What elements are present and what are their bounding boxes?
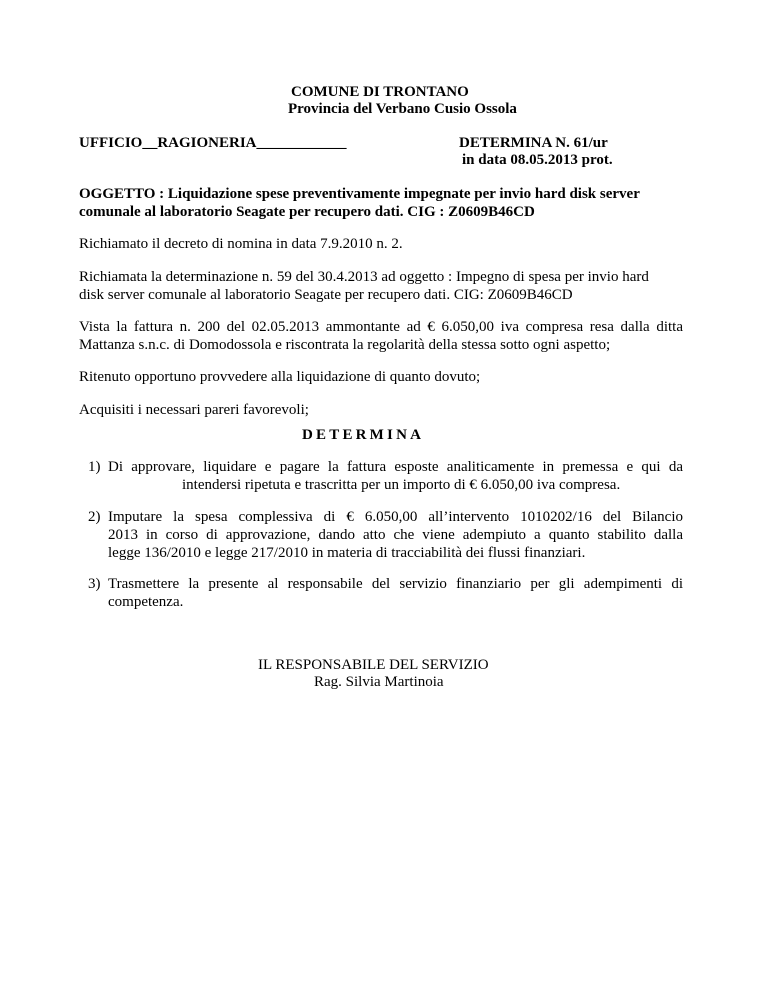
- vista-line: Mattanza s.n.c. di Domodossola e riscontrata la regolarità della stessa sotto ogni aspetto;: [79, 337, 611, 353]
- item-number: 3): [88, 576, 101, 592]
- item-number: 1): [88, 459, 101, 475]
- oggetto-line: OGGETTO : Liquidazione spese preventivamente impegnate per invio hard disk server: [79, 186, 640, 202]
- item-line: intendersi ripetuta e trascritta per un importo di € 6.050,00 iva compresa.: [182, 477, 621, 493]
- signature-title: IL RESPONSABILE DEL SERVIZIO: [258, 657, 489, 673]
- provincia-subtitle: Provincia del Verbano Cusio Ossola: [288, 101, 517, 117]
- item-line: 2013 in corso di approvazione, dando atto che viene adempiuto a quanto stabilito dalla: [108, 527, 683, 543]
- determina-item-2: [88, 508, 683, 562]
- vista-line: Vista la fattura n. 200 del 02.05.2013 ammontante ad € 6.050,00 iva compresa resa dalla ditta: [79, 319, 683, 335]
- richiamata-line: disk server comunale al laboratorio Seagate per recupero dati. CIG: Z0609B46CD: [79, 287, 573, 303]
- determina-heading: DETERMINA: [302, 427, 425, 443]
- ritenuto-paragraph: Ritenuto opportuno provvedere alla liquidazione di quanto dovuto;: [79, 369, 481, 385]
- determina-number: DETERMINA N. 61/ur: [459, 135, 608, 151]
- richiamato-paragraph: Richiamato il decreto di nomina in data 7.9.2010 n. 2.: [79, 236, 403, 252]
- comune-title: COMUNE DI TRONTANO: [291, 84, 469, 100]
- item-line: legge 136/2010 e legge 217/2010 in materia di tracciabilità dei flussi finanziari.: [108, 545, 586, 561]
- oggetto-paragraph: [79, 185, 683, 221]
- vista-paragraph: [79, 318, 683, 354]
- item-line: Imputare la spesa complessiva di € 6.050,00 all’intervento 1010202/16 del Bilancio: [108, 509, 683, 525]
- item-line: competenza.: [108, 594, 184, 610]
- ufficio-label: UFFICIO__RAGIONERIA____________: [79, 135, 347, 151]
- oggetto-line: comunale al laboratorio Seagate per recupero dati. CIG : Z0609B46CD: [79, 204, 535, 220]
- acquisiti-paragraph: Acquisiti i necessari pareri favorevoli;: [79, 402, 309, 418]
- item-number: 2): [88, 509, 101, 525]
- richiamata-paragraph: [79, 268, 683, 304]
- determina-item-3: [88, 575, 683, 611]
- richiamata-line: Richiamata la determinazione n. 59 del 30.4.2013 ad oggetto : Impegno di spesa per invio hard: [79, 269, 649, 285]
- item-line: Trasmettere la presente al responsabile del servizio finanziario per gli adempimenti di: [108, 576, 683, 592]
- item-line: Di approvare, liquidare e pagare la fattura esposte analiticamente in premessa e qui da: [108, 459, 683, 475]
- determina-item-1: [88, 458, 683, 494]
- signature-name: Rag. Silvia Martinoia: [314, 674, 444, 690]
- determina-date: in data 08.05.2013 prot.: [462, 152, 613, 168]
